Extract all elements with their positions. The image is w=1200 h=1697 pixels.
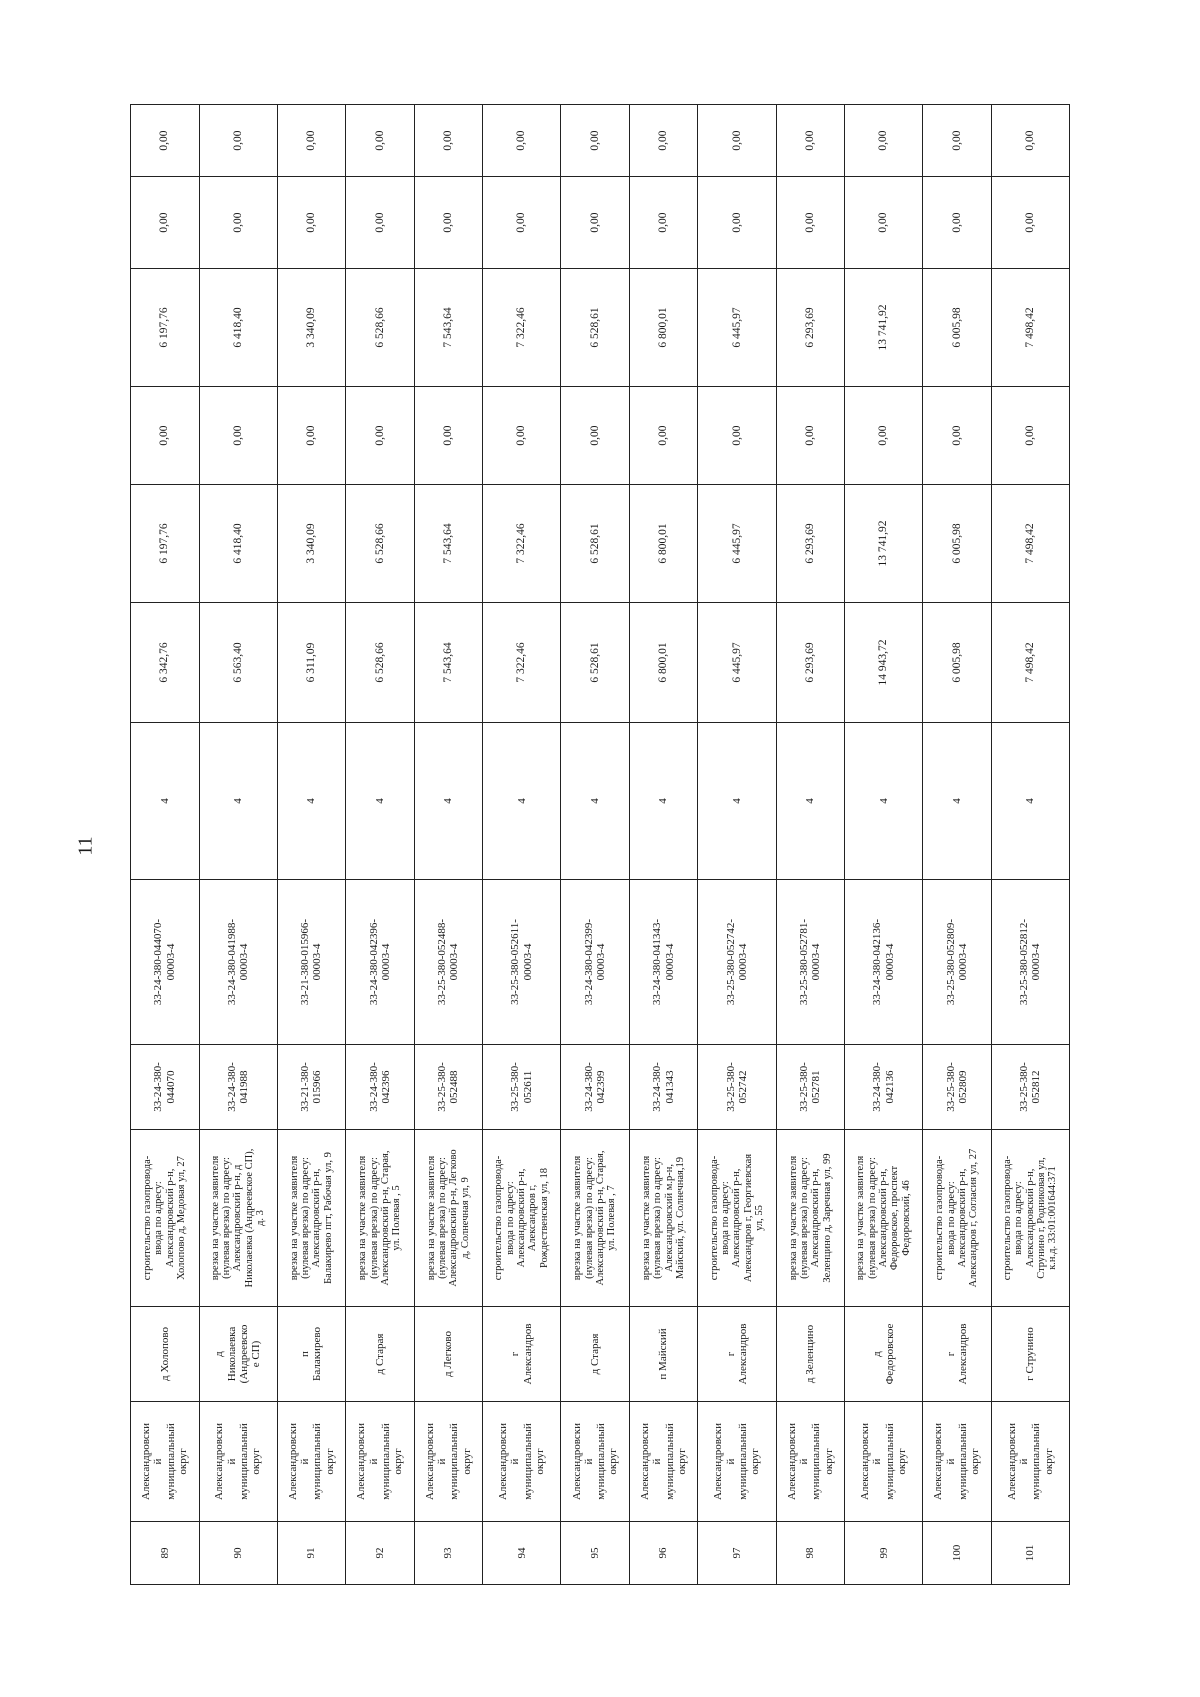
value-cell-5: 0,00 (923, 177, 992, 269)
table-row (277, 105, 346, 1585)
work-description-cell: строительство газопровода- ввода по адресу: Александровский р-н, Холопово д, Медовая ул, 27 (131, 1130, 200, 1307)
value-cell-2: 6 528,66 (346, 485, 415, 603)
value-cell-6: 0,00 (199, 105, 277, 177)
work-description-cell: строительство газопровода- ввода по адресу: Александровский р-н, Александров г, Георгиевская ул, 55 (698, 1130, 776, 1307)
value-cell-4: 7 543,64 (414, 269, 483, 387)
value-cell-3: 0,00 (199, 387, 277, 485)
table-row (776, 105, 845, 1585)
object-code-cell: 33-25-380- 052781 (776, 1045, 845, 1130)
district-cell: Александровски й муниципальный округ (698, 1402, 776, 1522)
value-cell-1: 6 005,98 (923, 603, 992, 723)
settlement-cell: г Струнино (991, 1307, 1069, 1402)
value-cell-2: 6 005,98 (923, 485, 992, 603)
category-cell: 4 (346, 723, 415, 880)
object-code-cell: 33-24-380- 041988 (199, 1045, 277, 1130)
category-cell: 4 (629, 723, 698, 880)
value-cell-1: 14 943,72 (845, 603, 923, 723)
object-code-cell: 33-25-380- 052812 (991, 1045, 1069, 1130)
contract-number-cell: 33-25-380-052742- 00003-4 (698, 880, 776, 1045)
value-cell-2: 13 741,92 (845, 485, 923, 603)
category-cell: 4 (991, 723, 1069, 880)
object-code-cell: 33-25-380- 052742 (698, 1045, 776, 1130)
category-cell: 4 (923, 723, 992, 880)
table-row (923, 105, 992, 1585)
value-cell-1: 6 528,66 (346, 603, 415, 723)
value-cell-5: 0,00 (845, 177, 923, 269)
row-number: 91 (277, 1522, 346, 1585)
value-cell-4: 3 340,09 (277, 269, 346, 387)
settlement-cell: д Старая (346, 1307, 415, 1402)
work-description-cell: врезка на участке заявителя (нулевая врезка) по адресу: Александровский м.р-н, Майский, ул. Солнечная,19 (629, 1130, 698, 1307)
value-cell-2: 6 528,61 (561, 485, 630, 603)
value-cell-6: 0,00 (483, 105, 561, 177)
district-cell: Александровски й муниципальный округ (483, 1402, 561, 1522)
category-cell: 4 (277, 723, 346, 880)
settlement-cell: д Холопово (131, 1307, 200, 1402)
value-cell-1: 7 322,46 (483, 603, 561, 723)
contract-number-cell: 33-24-380-042399- 00003-4 (561, 880, 630, 1045)
row-number: 97 (698, 1522, 776, 1585)
value-cell-5: 0,00 (199, 177, 277, 269)
value-cell-6: 0,00 (561, 105, 630, 177)
value-cell-1: 6 342,76 (131, 603, 200, 723)
contract-number-cell: 33-24-380-041343- 00003-4 (629, 880, 698, 1045)
row-number: 92 (346, 1522, 415, 1585)
value-cell-5: 0,00 (414, 177, 483, 269)
value-cell-5: 0,00 (561, 177, 630, 269)
registry-table (130, 104, 1070, 1585)
row-number: 89 (131, 1522, 200, 1585)
value-cell-3: 0,00 (923, 387, 992, 485)
category-cell: 4 (561, 723, 630, 880)
district-cell: Александровски й муниципальный округ (131, 1402, 200, 1522)
settlement-cell: г Александров (698, 1307, 776, 1402)
value-cell-4: 6 528,66 (346, 269, 415, 387)
value-cell-5: 0,00 (698, 177, 776, 269)
value-cell-5: 0,00 (483, 177, 561, 269)
row-number: 94 (483, 1522, 561, 1585)
value-cell-3: 0,00 (131, 387, 200, 485)
contract-number-cell: 33-25-380-052812- 00003-4 (991, 880, 1069, 1045)
value-cell-2: 6 197,76 (131, 485, 200, 603)
settlement-cell: г Александров (483, 1307, 561, 1402)
value-cell-6: 0,00 (414, 105, 483, 177)
category-cell: 4 (776, 723, 845, 880)
contract-number-cell: 33-24-380-041988- 00003-4 (199, 880, 277, 1045)
value-cell-4: 7 322,46 (483, 269, 561, 387)
table-row (483, 105, 561, 1585)
district-cell: Александровски й муниципальный округ (629, 1402, 698, 1522)
work-description-cell: врезка на участке заявителя (нулевая врезка) по адресу: Александровский р-н, Старая, ул. Полевая , 5 (346, 1130, 415, 1307)
table-row (991, 105, 1069, 1585)
work-description-cell: врезка на участке заявителя (нулевая врезка) по адресу: Александровский р-н, Балакирево пгт, Рабочая ул, 9 (277, 1130, 346, 1307)
value-cell-3: 0,00 (561, 387, 630, 485)
district-cell: Александровски й муниципальный округ (991, 1402, 1069, 1522)
object-code-cell: 33-25-380- 052488 (414, 1045, 483, 1130)
value-cell-6: 0,00 (629, 105, 698, 177)
category-cell: 4 (483, 723, 561, 880)
contract-number-cell: 33-21-380-015966- 00003-4 (277, 880, 346, 1045)
value-cell-5: 0,00 (277, 177, 346, 269)
value-cell-5: 0,00 (131, 177, 200, 269)
table-body (131, 105, 1070, 1585)
value-cell-6: 0,00 (845, 105, 923, 177)
work-description-cell: строительство газопровода- ввода по адресу: Александровский р-н, Струнино г, Родниковая ул, к.н.д. 33:01:001644:371 (991, 1130, 1069, 1307)
value-cell-1: 6 800,01 (629, 603, 698, 723)
value-cell-5: 0,00 (776, 177, 845, 269)
category-cell: 4 (698, 723, 776, 880)
contract-number-cell: 33-24-380-044070- 00003-4 (131, 880, 200, 1045)
value-cell-6: 0,00 (346, 105, 415, 177)
value-cell-1: 6 311,09 (277, 603, 346, 723)
value-cell-6: 0,00 (923, 105, 992, 177)
district-cell: Александровски й муниципальный округ (561, 1402, 630, 1522)
district-cell: Александровски й муниципальный округ (199, 1402, 277, 1522)
district-cell: Александровски й муниципальный округ (277, 1402, 346, 1522)
object-code-cell: 33-24-380- 044070 (131, 1045, 200, 1130)
settlement-cell: п Майский (629, 1307, 698, 1402)
value-cell-3: 0,00 (698, 387, 776, 485)
value-cell-3: 0,00 (991, 387, 1069, 485)
row-number: 101 (991, 1522, 1069, 1585)
work-description-cell: врезка на участке заявителя (нулевая врезка) по адресу: Александровский р-н, Зеленцино д, Заречная ул, 99 (776, 1130, 845, 1307)
work-description-cell: строительство газопровода- ввода по адресу: Александровский р-н, Александров г, Рождественская ул, 18 (483, 1130, 561, 1307)
category-cell: 4 (414, 723, 483, 880)
category-cell: 4 (845, 723, 923, 880)
value-cell-4: 7 498,42 (991, 269, 1069, 387)
value-cell-3: 0,00 (845, 387, 923, 485)
district-cell: Александровски й муниципальный округ (923, 1402, 992, 1522)
contract-number-cell: 33-25-380-052611- 00003-4 (483, 880, 561, 1045)
contract-number-cell: 33-24-380-042136- 00003-4 (845, 880, 923, 1045)
row-number: 99 (845, 1522, 923, 1585)
table-row (199, 105, 277, 1585)
value-cell-5: 0,00 (346, 177, 415, 269)
settlement-cell: г Александров (923, 1307, 992, 1402)
value-cell-6: 0,00 (277, 105, 346, 177)
value-cell-4: 6 293,69 (776, 269, 845, 387)
category-cell: 4 (199, 723, 277, 880)
table-wrapper (130, 105, 1070, 1585)
value-cell-4: 6 528,61 (561, 269, 630, 387)
object-code-cell: 33-24-380- 042399 (561, 1045, 630, 1130)
object-code-cell: 33-21-380- 015966 (277, 1045, 346, 1130)
table-row (845, 105, 923, 1585)
table-row (414, 105, 483, 1585)
value-cell-4: 6 445,97 (698, 269, 776, 387)
object-code-cell: 33-24-380- 042396 (346, 1045, 415, 1130)
value-cell-6: 0,00 (776, 105, 845, 177)
value-cell-1: 6 445,97 (698, 603, 776, 723)
value-cell-2: 6 445,97 (698, 485, 776, 603)
district-cell: Александровски й муниципальный округ (414, 1402, 483, 1522)
row-number: 90 (199, 1522, 277, 1585)
table-row (346, 105, 415, 1585)
object-code-cell: 33-25-380- 052809 (923, 1045, 992, 1130)
value-cell-2: 7 498,42 (991, 485, 1069, 603)
value-cell-3: 0,00 (346, 387, 415, 485)
work-description-cell: строительство газопровода- ввода по адресу: Александровский р-н, Александров г, Согласия ул, 27 (923, 1130, 992, 1307)
contract-number-cell: 33-25-380-052809- 00003-4 (923, 880, 992, 1045)
value-cell-4: 6 800,01 (629, 269, 698, 387)
value-cell-1: 7 543,64 (414, 603, 483, 723)
category-cell: 4 (131, 723, 200, 880)
work-description-cell: врезка на участке заявителя (нулевая врезка) по адресу: Александровский р-н, Федоровское, проспект Федоровский, 46 (845, 1130, 923, 1307)
value-cell-2: 3 340,09 (277, 485, 346, 603)
settlement-cell: д Федоровское (845, 1307, 923, 1402)
district-cell: Александровски й муниципальный округ (346, 1402, 415, 1522)
value-cell-4: 6 418,40 (199, 269, 277, 387)
table-row (629, 105, 698, 1585)
contract-number-cell: 33-25-380-052781- 00003-4 (776, 880, 845, 1045)
table-row (698, 105, 776, 1585)
value-cell-3: 0,00 (414, 387, 483, 485)
row-number: 98 (776, 1522, 845, 1585)
value-cell-2: 6 293,69 (776, 485, 845, 603)
value-cell-4: 6 197,76 (131, 269, 200, 387)
value-cell-1: 6 293,69 (776, 603, 845, 723)
row-number: 93 (414, 1522, 483, 1585)
object-code-cell: 33-24-380- 042136 (845, 1045, 923, 1130)
work-description-cell: врезка на участке заявителя (нулевая врезка) по адресу: Александровский р-н, д Николаевка (Андреевское СП), д. 3 (199, 1130, 277, 1307)
settlement-cell: п Балакирево (277, 1307, 346, 1402)
settlement-cell: д Зеленцино (776, 1307, 845, 1402)
value-cell-1: 6 528,61 (561, 603, 630, 723)
value-cell-4: 6 005,98 (923, 269, 992, 387)
value-cell-4: 13 741,92 (845, 269, 923, 387)
row-number: 100 (923, 1522, 992, 1585)
value-cell-6: 0,00 (131, 105, 200, 177)
settlement-cell: д Николаевка (Андреевско е СП) (199, 1307, 277, 1402)
contract-number-cell: 33-24-380-042396- 00003-4 (346, 880, 415, 1045)
object-code-cell: 33-24-380- 041343 (629, 1045, 698, 1130)
value-cell-3: 0,00 (483, 387, 561, 485)
settlement-cell: д Старая (561, 1307, 630, 1402)
contract-number-cell: 33-25-380-052488- 00003-4 (414, 880, 483, 1045)
row-number: 96 (629, 1522, 698, 1585)
table-row (561, 105, 630, 1585)
district-cell: Александровски й муниципальный округ (776, 1402, 845, 1522)
value-cell-1: 6 563,40 (199, 603, 277, 723)
value-cell-2: 6 800,01 (629, 485, 698, 603)
table-row (131, 105, 200, 1585)
object-code-cell: 33-25-380- 052611 (483, 1045, 561, 1130)
value-cell-5: 0,00 (991, 177, 1069, 269)
value-cell-1: 7 498,42 (991, 603, 1069, 723)
page-number: 11 (74, 836, 97, 856)
settlement-cell: д Легково (414, 1307, 483, 1402)
value-cell-3: 0,00 (629, 387, 698, 485)
district-cell: Александровски й муниципальный округ (845, 1402, 923, 1522)
row-number: 95 (561, 1522, 630, 1585)
value-cell-3: 0,00 (277, 387, 346, 485)
value-cell-5: 0,00 (629, 177, 698, 269)
value-cell-3: 0,00 (776, 387, 845, 485)
work-description-cell: врезка на участке заявителя (нулевая врезка) по адресу: Александровский р-н, Легково д, Солнечная ул, 9 (414, 1130, 483, 1307)
value-cell-6: 0,00 (698, 105, 776, 177)
value-cell-2: 6 418,40 (199, 485, 277, 603)
value-cell-2: 7 543,64 (414, 485, 483, 603)
value-cell-6: 0,00 (991, 105, 1069, 177)
work-description-cell: врезка на участке заявителя (нулевая врезка) по адресу: Александровский р-н, Старая, ул. Полевая , 7 (561, 1130, 630, 1307)
value-cell-2: 7 322,46 (483, 485, 561, 603)
